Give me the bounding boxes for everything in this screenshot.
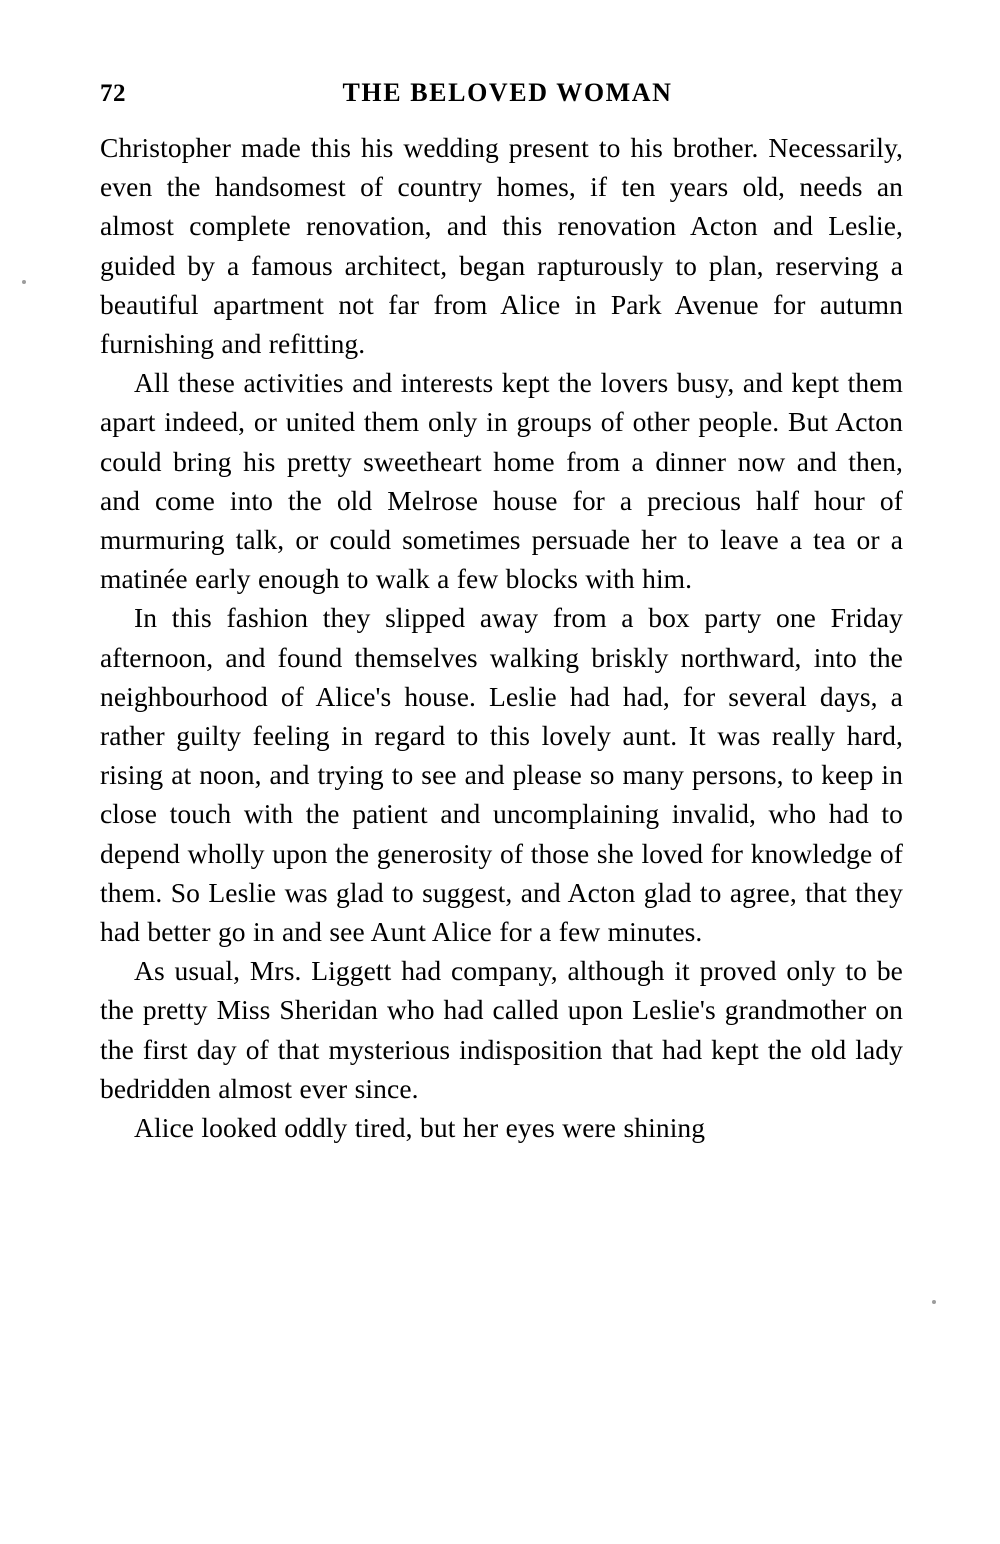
scan-speck [22, 280, 26, 284]
paragraph: In this fashion they slipped away from a box party one Friday afternoon, and found themselves walking briskly northward, into the neighbourhood of Alice's house. Leslie had had, for several days, a rather guilty feeling in regard to this lovely aunt. It was really hard, rising at noon, and trying to see and please so many persons, to keep in close touch with the patient and uncomplaining invalid, who had to depend wholly upon the generosity of those she loved for knowledge of them. So Leslie was glad to suggest, and Acton glad to agree, that they had better go in and see Aunt Alice for a few minutes. [100, 602, 903, 948]
scan-speck [932, 1300, 936, 1304]
book-title: THE BELOVED WOMAN [342, 78, 673, 107]
page-body [100, 128, 903, 1147]
paragraph: Christopher made this his wedding present to his brother. Necessarily, even the handsomest of country homes, if ten years old, needs an almost complete renovation, and this renovation Acton and Leslie, guided by a famous architect, began rapturously to plan, reserving a beautiful apartment not far from Alice in Park Avenue for autumn furnishing and refitting. [100, 132, 903, 360]
page-number: 72 [100, 80, 126, 107]
paragraph: Alice looked oddly tired, but her eyes were shining [134, 1112, 706, 1144]
paragraph: All these activities and interests kept the lovers busy, and kept them apart indeed, or united them only in groups of other people. But Acton could bring his pretty sweetheart home from a dinner now and then, and come into the old Melrose house for a precious half hour of murmuring talk, or could sometimes persuade her to leave a tea or a matinée early enough to walk a few blocks with him. [100, 367, 903, 595]
running-head [100, 78, 900, 108]
paragraph: As usual, Mrs. Liggett had company, although it proved only to be the pretty Miss Sheridan who had called upon Leslie's grandmother on the first day of that mysterious indisposition that had kept the old lady bedridden almost ever since. [100, 955, 903, 1104]
